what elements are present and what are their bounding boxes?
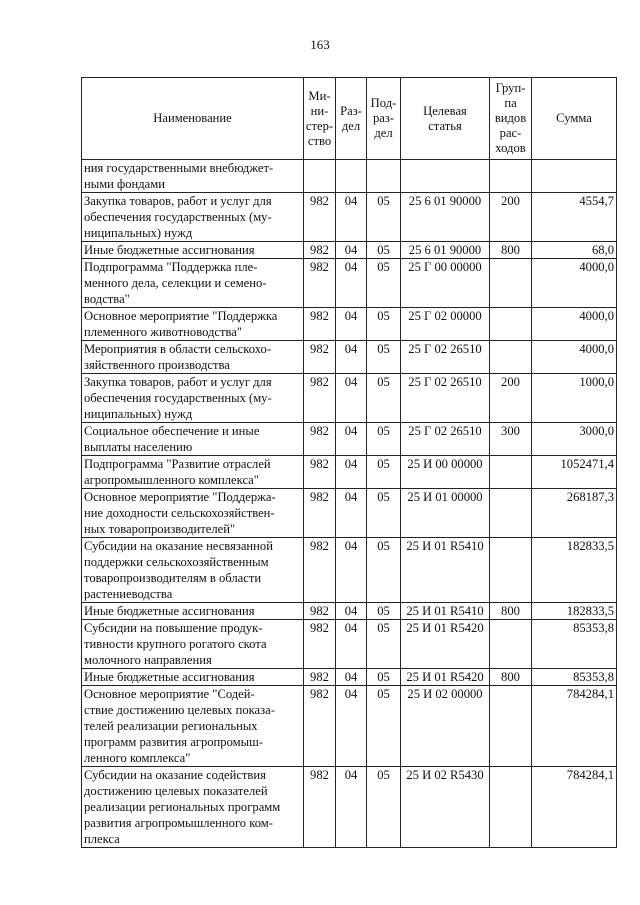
cell-subsection: 05 [367,456,401,489]
cell-name: Закупка товаров, работ и услуг для обеспечения государственных (му- ниципальных) нужд [82,193,304,242]
cell-ministry: 982 [304,374,336,423]
cell-target-article: 25 И 01 R5410 [401,603,490,620]
table-row [82,341,617,374]
cell-expense-group [490,538,532,603]
header-target-article: Целевая статья [401,78,490,160]
cell-subsection: 05 [367,259,401,308]
page-number: 163 [310,37,330,52]
table-row [82,620,617,669]
cell-expense-group [490,489,532,538]
cell-ministry: 982 [304,456,336,489]
cell-expense-group: 200 [490,193,532,242]
cell-sum: 784284,1 [532,767,617,848]
cell-name: ния государственными внебюджет- ными фондами [82,160,304,193]
cell-target-article: 25 И 01 R5420 [401,669,490,686]
cell-subsection: 05 [367,620,401,669]
table-row [82,456,617,489]
table-row [82,374,617,423]
cell-section: 04 [336,603,367,620]
cell-target-article: 25 И 01 R5410 [401,538,490,603]
header-section: Раз- дел [336,78,367,160]
cell-ministry: 982 [304,423,336,456]
cell-sum: 182833,5 [532,603,617,620]
cell-expense-group [490,767,532,848]
cell-expense-group: 800 [490,603,532,620]
cell-subsection [367,160,401,193]
cell-subsection: 05 [367,686,401,767]
cell-subsection: 05 [367,423,401,456]
table-body [82,160,617,848]
cell-ministry: 982 [304,686,336,767]
cell-name: Субсидии на повышение продук- тивности крупного рогатого скота молочного направления [82,620,304,669]
table-row [82,669,617,686]
header-subsection: Под- раз- дел [367,78,401,160]
cell-subsection: 05 [367,374,401,423]
cell-name: Мероприятия в области сельскохо- зяйственного производства [82,341,304,374]
cell-target-article: 25 6 01 90000 [401,193,490,242]
cell-section: 04 [336,620,367,669]
cell-expense-group: 800 [490,669,532,686]
header-sum: Сумма [532,78,617,160]
cell-section: 04 [336,538,367,603]
cell-subsection: 05 [367,669,401,686]
cell-section: 04 [336,456,367,489]
cell-ministry: 982 [304,259,336,308]
header-ministry: Ми- ни- стер- ство [304,78,336,160]
table-row [82,193,617,242]
table-row [82,767,617,848]
cell-sum: 182833,5 [532,538,617,603]
cell-target-article: 25 И 01 00000 [401,489,490,538]
cell-section: 04 [336,669,367,686]
cell-ministry: 982 [304,603,336,620]
cell-sum: 3000,0 [532,423,617,456]
cell-ministry [304,160,336,193]
cell-sum: 1052471,4 [532,456,617,489]
table-header-row [82,78,617,160]
cell-section: 04 [336,489,367,538]
cell-section: 04 [336,374,367,423]
budget-table [81,77,617,848]
cell-ministry: 982 [304,193,336,242]
cell-subsection: 05 [367,603,401,620]
cell-sum: 268187,3 [532,489,617,538]
cell-target-article: 25 И 01 R5420 [401,620,490,669]
cell-target-article: 25 Г 02 26510 [401,341,490,374]
cell-name: Иные бюджетные ассигнования [82,242,304,259]
cell-section: 04 [336,767,367,848]
cell-section: 04 [336,686,367,767]
cell-section [336,160,367,193]
cell-target-article [401,160,490,193]
cell-expense-group [490,341,532,374]
cell-expense-group [490,160,532,193]
cell-target-article: 25 И 02 00000 [401,686,490,767]
table-row [82,308,617,341]
cell-subsection: 05 [367,489,401,538]
cell-expense-group: 200 [490,374,532,423]
cell-sum: 68,0 [532,242,617,259]
cell-section: 04 [336,193,367,242]
cell-subsection: 05 [367,538,401,603]
cell-sum: 784284,1 [532,686,617,767]
cell-target-article: 25 И 02 R5430 [401,767,490,848]
cell-name: Иные бюджетные ассигнования [82,669,304,686]
cell-sum: 4000,0 [532,259,617,308]
cell-subsection: 05 [367,308,401,341]
cell-target-article: 25 6 01 90000 [401,242,490,259]
cell-expense-group: 800 [490,242,532,259]
cell-name: Основное мероприятие "Содей- ствие достижению целевых показа- телей реализации региональных программ развития агропромыш- ленного комплекса" [82,686,304,767]
cell-section: 04 [336,259,367,308]
table-row [82,686,617,767]
cell-name: Подпрограмма "Развитие отраслей агропромышленного комплекса" [82,456,304,489]
cell-name: Закупка товаров, работ и услуг для обеспечения государственных (му- ниципальных) нужд [82,374,304,423]
cell-expense-group [490,686,532,767]
table-row [82,538,617,603]
cell-sum: 4000,0 [532,308,617,341]
cell-section: 04 [336,308,367,341]
cell-name: Основное мероприятие "Поддержа- ние доходности сельскохозяйствен- ных товаропроизводителей" [82,489,304,538]
header-name: Наименование [82,78,304,160]
cell-section: 04 [336,423,367,456]
cell-name: Субсидии на оказание содействия достижению целевых показателей реализации региональных программ развития агропромышленного ком- плекса [82,767,304,848]
cell-name: Основное мероприятие "Поддержка племенного животноводства" [82,308,304,341]
cell-ministry: 982 [304,767,336,848]
cell-name: Подпрограмма "Поддержка пле- менного дела, селекции и семено- водства" [82,259,304,308]
cell-target-article: 25 Г 00 00000 [401,259,490,308]
header-expense-group: Груп- па видов рас- ходов [490,78,532,160]
cell-target-article: 25 И 00 00000 [401,456,490,489]
cell-ministry: 982 [304,489,336,538]
cell-expense-group [490,620,532,669]
table-row [82,242,617,259]
cell-sum: 4000,0 [532,341,617,374]
cell-ministry: 982 [304,538,336,603]
cell-name: Иные бюджетные ассигнования [82,603,304,620]
cell-expense-group: 300 [490,423,532,456]
cell-name: Субсидии на оказание несвязанной поддержки сельскохозяйственным товаропроизводителям в области растениеводства [82,538,304,603]
cell-ministry: 982 [304,341,336,374]
cell-section: 04 [336,242,367,259]
cell-expense-group [490,259,532,308]
cell-subsection: 05 [367,767,401,848]
cell-sum: 4554,7 [532,193,617,242]
cell-subsection: 05 [367,242,401,259]
cell-target-article: 25 Г 02 26510 [401,423,490,456]
cell-sum: 85353,8 [532,620,617,669]
cell-ministry: 982 [304,620,336,669]
cell-subsection: 05 [367,341,401,374]
table-row [82,603,617,620]
cell-expense-group [490,456,532,489]
cell-target-article: 25 Г 02 26510 [401,374,490,423]
cell-sum [532,160,617,193]
cell-subsection: 05 [367,193,401,242]
cell-sum: 1000,0 [532,374,617,423]
table-row [82,489,617,538]
table-row [82,160,617,193]
cell-ministry: 982 [304,308,336,341]
cell-expense-group [490,308,532,341]
cell-ministry: 982 [304,242,336,259]
cell-section: 04 [336,341,367,374]
cell-ministry: 982 [304,669,336,686]
cell-sum: 85353,8 [532,669,617,686]
table-row [82,259,617,308]
cell-target-article: 25 Г 02 00000 [401,308,490,341]
cell-name: Социальное обеспечение и иные выплаты населению [82,423,304,456]
table-row [82,423,617,456]
